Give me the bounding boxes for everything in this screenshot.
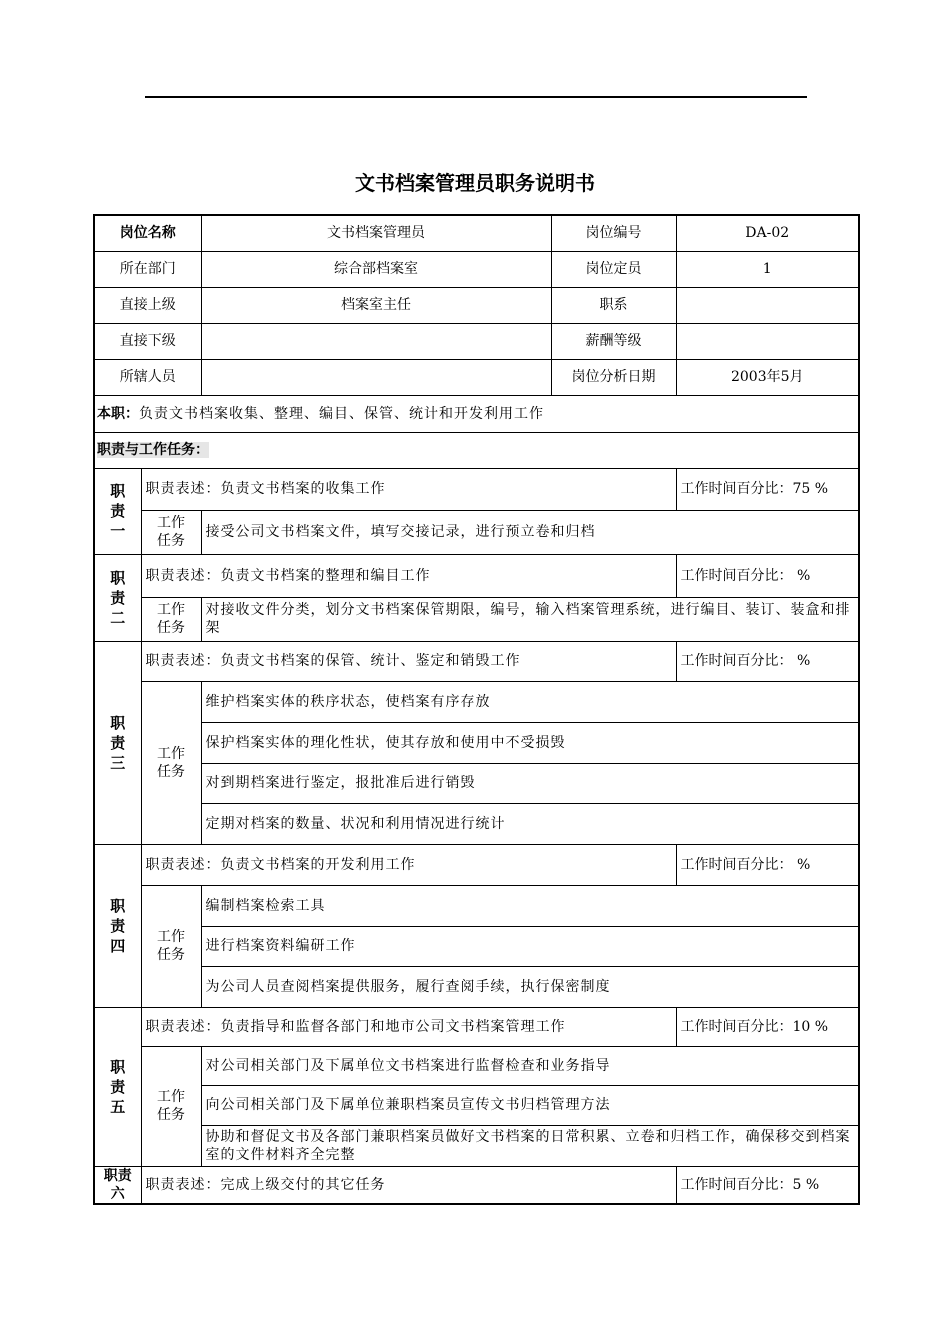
duty-2-task-label: 工作 任务 (141, 597, 201, 641)
analysis-date-label: 岗位分析日期 (551, 359, 676, 395)
row-subordinate (94, 323, 859, 359)
salary-grade-label: 薪酬等级 (551, 323, 676, 359)
row-duties-heading (94, 432, 859, 468)
duty-3-task-label: 工作 任务 (141, 681, 201, 844)
duty-5-task-row (94, 1125, 859, 1166)
duty-2-label: 职 责 二 (94, 554, 141, 641)
department-label: 所在部门 (94, 251, 201, 287)
duty-3-task-row (94, 681, 859, 722)
position-name-label: 岗位名称 (94, 215, 201, 251)
staff-label: 所辖人员 (94, 359, 201, 395)
duty-4-task-label: 工作 任务 (141, 885, 201, 1007)
duty-1-description: 职责表述：负责文书档案的收集工作 (141, 468, 676, 510)
row-core-duty (94, 395, 859, 432)
superior-label: 直接上级 (94, 287, 201, 323)
duty-1-desc-row (94, 468, 859, 510)
duty-4-task-row (94, 966, 859, 1007)
core-duty-text: 负责文书档案收集、整理、编目、保管、统计和开发利用工作 (139, 405, 544, 422)
duty-3-time-percent: 工作时间百分比： % (676, 641, 859, 681)
staff-value (201, 359, 551, 395)
job-description-table (93, 214, 860, 1205)
document-title: 文书档案管理员职务说明书 (355, 171, 595, 195)
duty-5-task-row (94, 1085, 859, 1125)
duty-1-label: 职 责 一 (94, 468, 141, 554)
row-department (94, 251, 859, 287)
duty-1-task-row (94, 510, 859, 554)
subordinate-value (201, 323, 551, 359)
duty-4-desc-row (94, 844, 859, 885)
job-family-label: 职系 (551, 287, 676, 323)
salary-grade-value (676, 323, 859, 359)
subordinate-label: 直接下级 (94, 323, 201, 359)
duty-3-description: 职责表述：负责文书档案的保管、统计、鉴定和销毁工作 (141, 641, 676, 681)
duty-5-task-1: 对公司相关部门及下属单位文书档案进行监督检查和业务指导 (201, 1046, 859, 1085)
position-name-value: 文书档案管理员 (201, 215, 551, 251)
duty-6-time-percent: 工作时间百分比：5 % (676, 1166, 859, 1204)
department-value: 综合部档案室 (201, 251, 551, 287)
core-duty-label: 本职： (97, 405, 139, 422)
duty-4-task-3: 为公司人员查阅档案提供服务，履行查阅手续，执行保密制度 (201, 966, 859, 1007)
duty-2-time-percent: 工作时间百分比： % (676, 554, 859, 597)
row-staff (94, 359, 859, 395)
duty-3-task-2: 保护档案实体的理化性状，使其存放和使用中不受损毁 (201, 722, 859, 763)
duty-6-label: 职责 六 (94, 1166, 141, 1204)
superior-value: 档案室主任 (201, 287, 551, 323)
duty-2-task-row (94, 597, 859, 641)
position-code-value: DA-02 (676, 215, 859, 251)
analysis-date-value: 2003年5月 (676, 359, 859, 395)
duty-3-label: 职 责 三 (94, 641, 141, 844)
row-position-name (94, 215, 859, 251)
duty-5-desc-row (94, 1007, 859, 1046)
duty-4-task-2: 进行档案资料编研工作 (201, 926, 859, 966)
duty-2-desc-row (94, 554, 859, 597)
duty-5-task-3: 协助和督促文书及各部门兼职档案员做好文书档案的日常积累、立卷和归档工作，确保移交到档案室的文件材料齐全完整 (201, 1125, 859, 1166)
duty-3-task-row (94, 803, 859, 844)
duty-5-description: 职责表述：负责指导和监督各部门和地市公司文书档案管理工作 (141, 1007, 676, 1046)
duty-3-desc-row (94, 641, 859, 681)
headcount-label: 岗位定员 (551, 251, 676, 287)
duty-5-task-label: 工作 任务 (141, 1046, 201, 1166)
duty-4-task-row (94, 885, 859, 926)
duty-3-task-1: 维护档案实体的秩序状态，使档案有序存放 (201, 681, 859, 722)
duty-4-description: 职责表述：负责文书档案的开发利用工作 (141, 844, 676, 885)
duty-2-description: 职责表述：负责文书档案的整理和编目工作 (141, 554, 676, 597)
duty-6-desc-row (94, 1166, 859, 1204)
row-superior (94, 287, 859, 323)
job-family-value (676, 287, 859, 323)
duties-heading: 职责与工作任务： (97, 442, 209, 458)
duty-5-time-percent: 工作时间百分比：10 % (676, 1007, 859, 1046)
duty-2-task-1: 对接收文件分类，划分文书档案保管期限，编号，输入档案管理系统，进行编目、装订、装盒和排架 (201, 597, 859, 641)
position-code-label: 岗位编号 (551, 215, 676, 251)
header-rule (145, 96, 807, 98)
duty-1-task-1: 接受公司文书档案文件，填写交接记录，进行预立卷和归档 (201, 510, 859, 554)
duty-1-time-percent: 工作时间百分比：75 % (676, 468, 859, 510)
duty-4-time-percent: 工作时间百分比： % (676, 844, 859, 885)
duty-4-label: 职 责 四 (94, 844, 141, 1007)
duty-5-task-row (94, 1046, 859, 1085)
duty-3-task-4: 定期对档案的数量、状况和利用情况进行统计 (201, 803, 859, 844)
duty-3-task-3: 对到期档案进行鉴定，报批准后进行销毁 (201, 763, 859, 803)
duty-3-task-row (94, 722, 859, 763)
duty-1-task-label: 工作 任务 (141, 510, 201, 554)
duty-5-task-2: 向公司相关部门及下属单位兼职档案员宣传文书归档管理方法 (201, 1085, 859, 1125)
duty-5-label: 职 责 五 (94, 1007, 141, 1166)
duty-6-description: 职责表述：完成上级交付的其它任务 (141, 1166, 676, 1204)
headcount-value: 1 (676, 251, 859, 287)
duty-4-task-row (94, 926, 859, 966)
duty-4-task-1: 编制档案检索工具 (201, 885, 859, 926)
duty-3-task-row (94, 763, 859, 803)
